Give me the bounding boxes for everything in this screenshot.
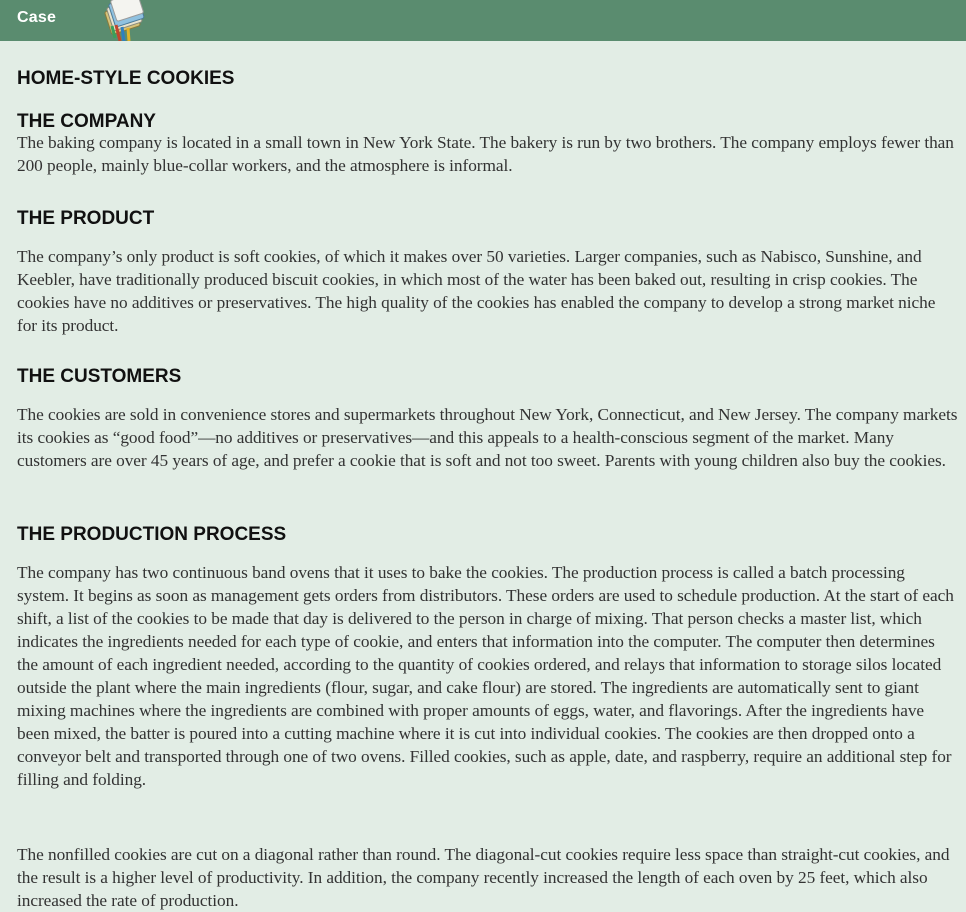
paragraph-production-1: The company has two continuous band ovens that it uses to bake the cookies. The production process is called a batch processing system. It begins as soon as management gets orders from distributors. These orders are used to schedule production. At the start of each shift, a list of the cookies to be made that day is delivered to the person in charge of mixing. That person checks a master list, which indicates the ingredients needed for each type of cookie, and enters that information into the computer. The computer then determines the amount of each ingredient needed, according to the quantity of cookies ordered, and relays that information to storage silos located outside the plant where the main ingredients (flour, sugar, and cake flour) are stored. The ingredients are automatically sent to giant mixing machines where the ingredients are combined with proper amounts of eggs, water, and flavorings. After the ingredients have been mixed, the batter is poured into a cutting machine where it is cut into individual cookies. The cookies are then dropped onto a conveyor belt and transported through one of two ovens. Filled cookies, such as apple, date, and raspberry, require an additional step for filling and folding. [17,563,954,789]
paragraph-production-2: The nonfilled cookies are cut on a diagonal rather than round. The diagonal-cut cookies require less space than straight-cut cookies, and the result is a higher level of productivity. In addition, the company recently increased the length of each oven by 25 feet, which also increased the rate of production. [17,845,950,910]
case-title: HOME-STYLE COOKIES [17,68,235,89]
paragraph-company: The baking company is located in a small town in New York State. The bakery is run by two brothers. The company employs fewer than 200 people, mainly blue-collar workers, and the atmosphere is informal. [17,133,954,175]
case-label: Case [17,9,57,26]
stacked-papers-icon [98,0,152,41]
section-company [17,109,959,177]
section-heading-customers: THE CUSTOMERS [17,366,182,387]
section-heading-company: THE COMPANY [17,111,156,132]
section-heading-production: THE PRODUCTION PROCESS [17,524,287,545]
section-heading-product: THE PRODUCT [17,208,155,229]
case-header-bar [0,0,966,41]
paragraph-product: The company’s only product is soft cookies, of which it makes over 50 varieties. Larger companies, such as Nabisco, Sunshine, and Keebler, have traditionally produced biscuit cookies, in which most of the water has been baked out, resulting in crisp cookies. The cookies have no additives or preservatives. The high quality of the cookies has enabled the company to develop a strong market niche for its product. [17,247,936,335]
paragraph-customers: The cookies are sold in convenience stores and supermarkets throughout New York, Connecticut, and New Jersey. The company markets its cookies as “good food”—no additives or preservatives—and this appeals to a health-conscious segment of the market. Many customers are over 45 years of age, and prefer a cookie that is soft and not too sweet. Parents with young children also buy the cookies. [17,405,958,470]
case-content [17,66,959,910]
